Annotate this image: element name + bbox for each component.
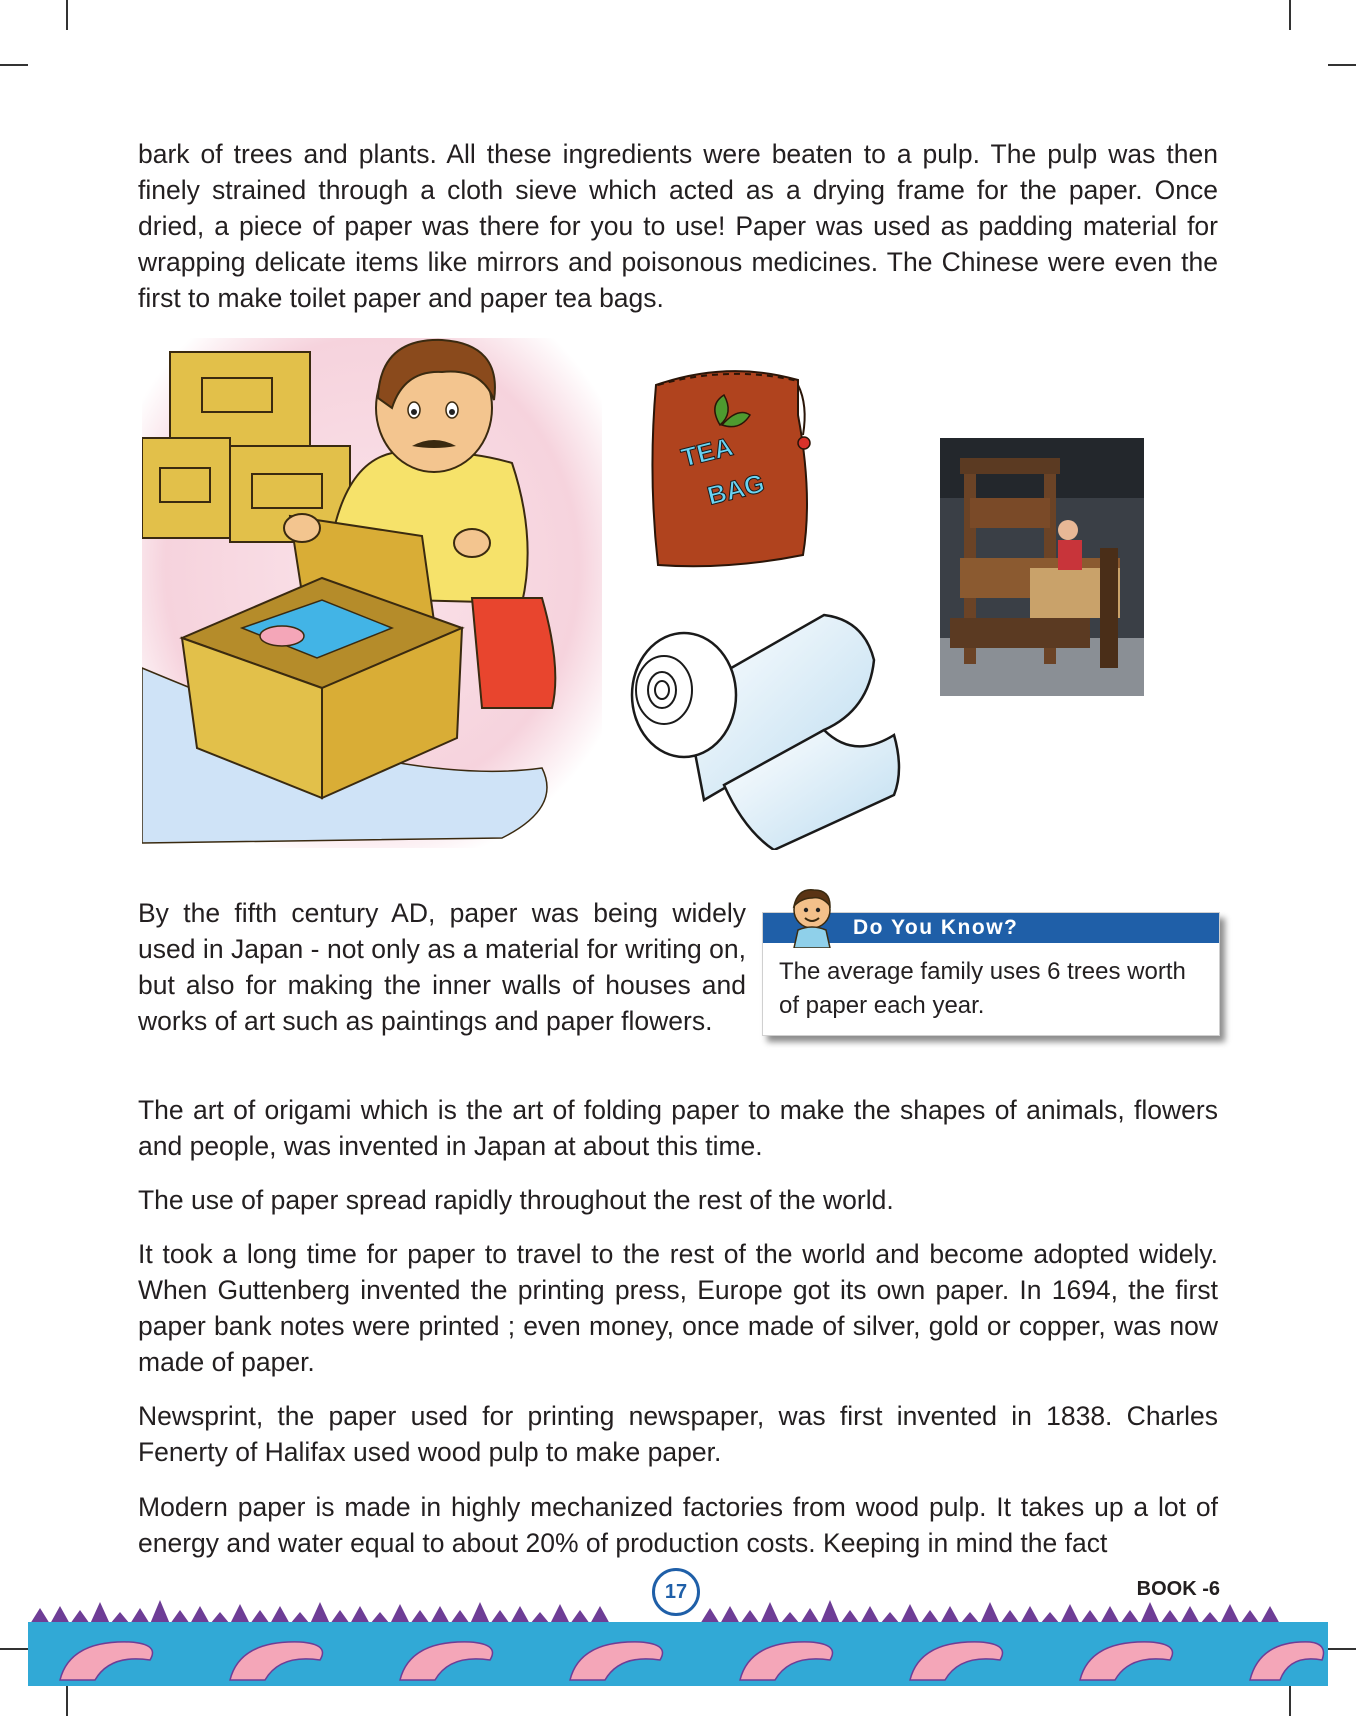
paragraph-guttenberg: It took a long time for paper to travel to the rest of the world and become adopted widely. When Guttenberg invented the printing press, Europe got its own paper. In 1694, the first paper bank notes were printed ; even money, once made of silver, gold or copper, was now made of paper. bbox=[138, 1239, 1218, 1377]
crop-mark-top-right bbox=[1289, 0, 1291, 30]
printing-press-photo bbox=[940, 438, 1144, 696]
toilet-paper-roll-illustration bbox=[624, 600, 904, 850]
paragraph-paper-making: bark of trees and plants. All these ingredients were beaten to a pulp. The pulp was then finely strained through a cloth sieve which acted as a drying frame for the paper. Once dried, a piece of paper was there for you to use! Paper was used as padding material for wrapping delicate items like mirrors and poisonous medicines. The Chinese were even the first to make toilet paper and paper tea bags. bbox=[138, 139, 1218, 313]
page-number: 17 bbox=[652, 1568, 700, 1616]
paragraph-origami: The art of origami which is the art of folding paper to make the shapes of animals, flowers and people, was invented in Japan at about this time. bbox=[138, 1095, 1218, 1161]
crop-mark-bottom-right bbox=[1289, 1686, 1291, 1716]
crop-mark-top-left-h bbox=[0, 64, 28, 66]
paragraph-modern-paper: Modern paper is made in highly mechanized factories from wood pulp. It takes up a lot of energy and water equal to about 20% of production costs. Keeping in mind the fact bbox=[138, 1492, 1218, 1558]
crop-mark-top-right-h bbox=[1328, 64, 1356, 66]
tea-bag-label-line1: TEA bbox=[678, 431, 736, 473]
man-packing-box-illustration bbox=[142, 338, 602, 848]
tea-bag-illustration bbox=[648, 355, 818, 580]
cartoon-boy-icon bbox=[784, 886, 840, 948]
crop-mark-top-left bbox=[66, 0, 68, 30]
paragraph-newsprint: Newsprint, the paper used for printing newspaper, was first invented in 1838. Charles Fenerty of Halifax used wood pulp to make paper. bbox=[138, 1401, 1218, 1467]
do-you-know-text: The average family uses 6 trees worth of paper each year. bbox=[779, 958, 1186, 1019]
do-you-know-title: Do You Know? bbox=[853, 916, 1019, 939]
crop-mark-bottom-left bbox=[66, 1686, 68, 1716]
paragraph-japan: By the fifth century AD, paper was being widely used in Japan - not only as a material for writing on, but also for making the inner walls of houses and works of art such as paintings and paper flowers. bbox=[138, 898, 746, 1036]
book-label: BOOK -6 bbox=[1136, 1578, 1220, 1600]
tea-bag-label-line2: BAG bbox=[704, 467, 768, 511]
paragraph-spread: The use of paper spread rapidly throughout the rest of the world. bbox=[138, 1185, 894, 1215]
